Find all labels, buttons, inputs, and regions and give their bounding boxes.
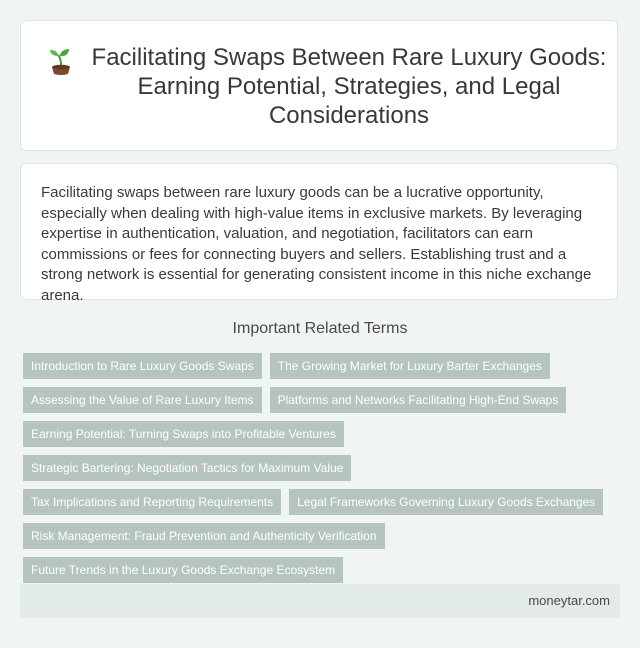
related-terms-list <box>23 353 617 583</box>
term-tag[interactable]: Legal Frameworks Governing Luxury Goods Exchanges <box>289 489 603 515</box>
term-tag[interactable]: Risk Management: Fraud Prevention and Authenticity Verification <box>23 523 385 549</box>
intro-card <box>20 163 618 304</box>
seedling-icon <box>46 46 76 76</box>
term-tag[interactable]: Introduction to Rare Luxury Goods Swaps <box>23 353 262 379</box>
page-title: Facilitating Swaps Between Rare Luxury Goods: Earning Potential, Strategies, and Legal Considerations <box>91 44 607 129</box>
term-tag[interactable]: Earning Potential: Turning Swaps into Profitable Ventures <box>23 421 344 447</box>
intro-paragraph: Facilitating swaps between rare luxury goods can be a lucrative opportunity, especially when dealing with high-value items in exclusive markets. By leveraging expertise in authentication, valuation, and negotiation, facilitators can earn commissions or fees for connecting buyers and sellers. Establishing trust and a strong network is essential for generating consistent income in this niche exchange arena. <box>41 184 592 304</box>
title-card <box>20 20 618 151</box>
term-tag[interactable]: Assessing the Value of Rare Luxury Items <box>23 387 262 413</box>
term-tag[interactable]: Platforms and Networks Facilitating High-End Swaps <box>270 387 567 413</box>
footer-bar <box>20 584 620 618</box>
site-name[interactable]: moneytar.com <box>528 593 610 608</box>
term-tag[interactable]: Strategic Bartering: Negotiation Tactics for Maximum Value <box>23 455 351 481</box>
term-tag[interactable]: Tax Implications and Reporting Requirements <box>23 489 281 515</box>
related-terms-heading: Important Related Terms <box>232 320 408 337</box>
term-tag[interactable]: Future Trends in the Luxury Goods Exchange Ecosystem <box>23 557 343 583</box>
term-tag[interactable]: The Growing Market for Luxury Barter Exchanges <box>270 353 550 379</box>
